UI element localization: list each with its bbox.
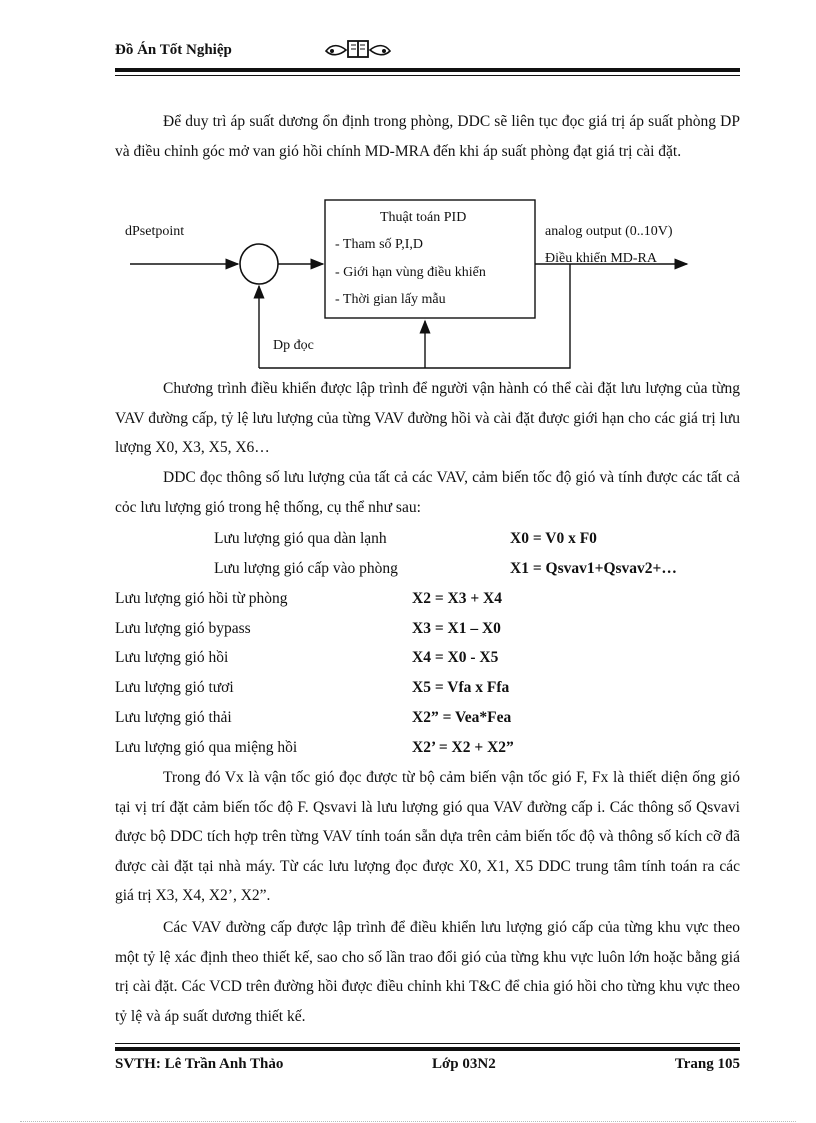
pid-item-params: - Tham số P,I,D — [335, 237, 424, 252]
paragraph-explanation: Trong đó Vx là vận tốc gió đọc được từ bộ cảm biến vận tốc gió F, Fx là thiết diện ống gió tại vị trí đặt cảm biến tốc độ F. Qsvavi là lưu lượng gió qua VAV đường cấp i. Các thông số Qsvavi được bộ DDC tích hợp trên từng VAV tính toán sẵn dựa trên cảm biến tốc độ và thông số kích cỡ đã được cài đặt tại nhà máy. Từ các lưu lượng đọc được X0, X1, X5 DDC trung tâm tính toán ra các giá trị X3, X4, X2’, X2”. — [115, 769, 740, 904]
footer-rule — [115, 1047, 740, 1051]
paragraph-ddc-reads: DDC đọc thông số lưu lượng của tất cả các VAV, cảm biến tốc độ gió và tính được các tất cả cỏc lưu lượng gió trong hệ thống, cụ thể như sau: — [115, 469, 740, 516]
output-label: analog output (0..10V) — [545, 224, 673, 239]
page-bottom-dotted-line — [20, 1121, 796, 1122]
formula-expr: X1 = Qsvav1+Qsvav2+… — [510, 560, 677, 577]
formula-row — [0, 614, 816, 644]
formula-label: Lưu lượng gió bypass — [115, 620, 251, 637]
summing-junction — [240, 244, 278, 284]
footer-rule-thin — [115, 1043, 740, 1044]
header-rule-thin — [115, 75, 740, 76]
header-title: Đồ Án Tốt Nghiệp — [115, 42, 232, 58]
formula-row — [0, 524, 816, 554]
formula-expr: X2’ = X2 + X2” — [412, 739, 514, 756]
formula-label: Lưu lượng gió hồi từ phòng — [115, 590, 288, 607]
formula-label: Lưu lượng gió qua dàn lạnh — [214, 530, 387, 547]
setpoint-label: dPsetpoint — [125, 224, 185, 239]
paragraph-program: Chương trình điều khiển được lập trình để người vận hành có thể cài đặt lưu lượng của từng VAV đường cấp, tỷ lệ lưu lượng của từng VAV đường hồi và cài đặt được giới hạn cho các giá trị lưu lượng X0, X3, X5, X6… — [115, 380, 740, 456]
formula-label: Lưu lượng gió thải — [115, 709, 232, 726]
formula-label: Lưu lượng gió hồi — [115, 649, 229, 666]
pid-box-title: Thuật toán PID — [380, 210, 467, 225]
formula-row — [0, 554, 816, 584]
formula-row — [0, 673, 816, 703]
formula-row — [0, 703, 816, 733]
paragraph-vav: Các VAV đường cấp được lập trình để điều khiển lưu lượng gió cấp của từng khu vực theo một tỷ lệ xác định theo thiết kế, sao cho số lần trao đổi gió của từng khu vực luôn lớn hoặc bằng giá trị cài đặt. Các VCD trên đường hồi được điều chỉnh khi T&C để chia gió hồi cho từng khu vực theo tỷ lệ và áp suất dương thiết kế. — [115, 919, 740, 1025]
formula-expr: X2” = Vea*Fea — [412, 709, 512, 726]
formula-label: Lưu lượng gió cấp vào phòng — [214, 560, 398, 577]
formula-expr: X2 = X3 + X4 — [412, 590, 502, 607]
feedback-label: Dp đọc — [273, 338, 314, 353]
formula-row — [0, 733, 816, 763]
footer-page-number: Trang 105 — [674, 1056, 740, 1072]
formula-expr: X4 = X0 - X5 — [412, 649, 499, 666]
control-label: Điều khiển MD-RA — [545, 251, 657, 266]
formula-row — [0, 643, 816, 673]
paragraph-intro: Để duy trì áp suất dương ổn định trong phòng, DDC sẽ liên tục đọc giá trị áp suất phòng DP và điều chỉnh góc mở van gió hồi chính MD-MRA đến khi áp suất phòng đạt giá trị cài đặt. — [115, 113, 740, 160]
formula-expr: X0 = V0 x F0 — [510, 530, 597, 547]
header-rule — [115, 68, 740, 72]
footer-student: SVTH: Lê Trần Anh Thảo — [115, 1056, 284, 1072]
pid-item-sampling: - Thời gian lấy mẫu — [335, 292, 446, 307]
formula-label: Lưu lượng gió tươi — [115, 679, 234, 696]
formula-expr: X5 = Vfa x Ffa — [412, 679, 510, 696]
book-ornament-icon — [322, 37, 394, 61]
pid-control-diagram — [115, 196, 740, 376]
formula-label: Lưu lượng gió qua miệng hồi — [115, 739, 298, 756]
footer-class: Lớp 03N2 — [432, 1056, 496, 1072]
formula-expr: X3 = X1 – X0 — [412, 620, 501, 637]
formula-row — [0, 584, 816, 614]
pid-item-limits: - Giới hạn vùng điều khiển — [335, 265, 486, 280]
